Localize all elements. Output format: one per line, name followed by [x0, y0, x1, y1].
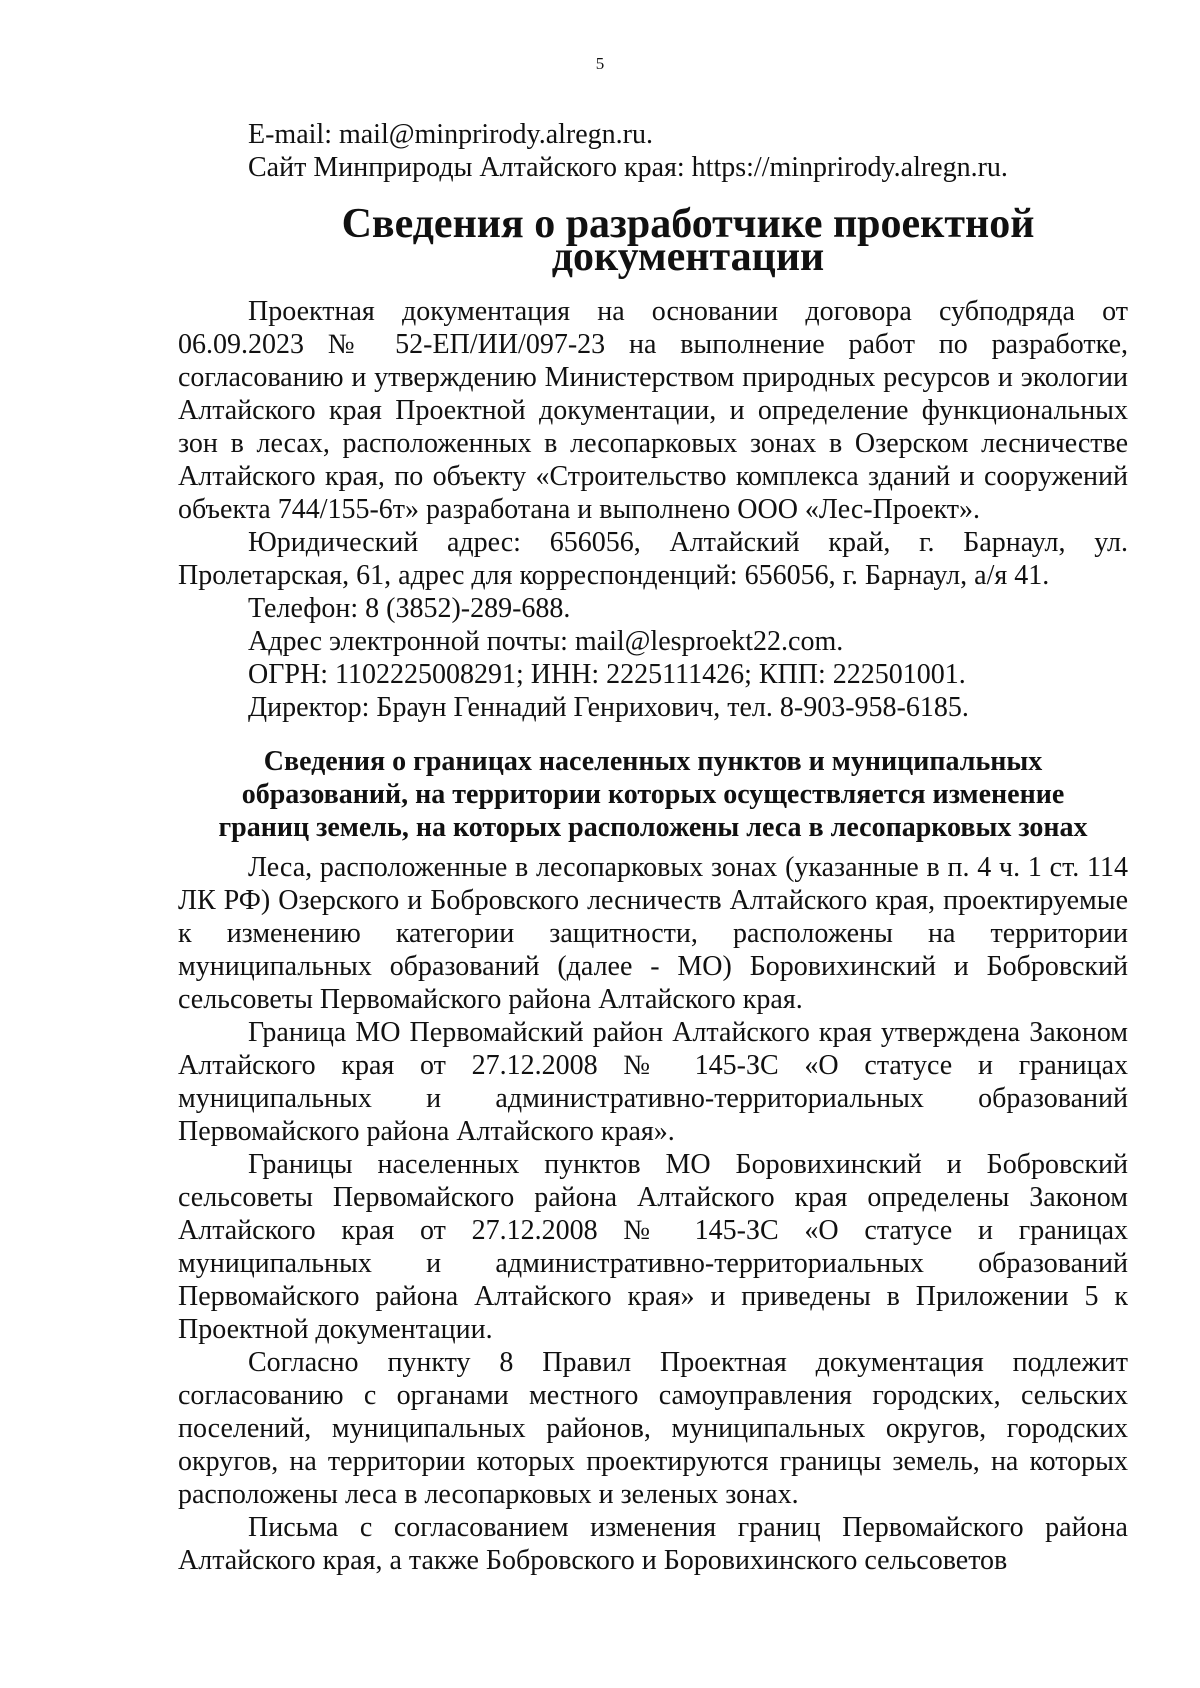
- borders-heading-line: Сведения о границах населенных пунктов и муниципальных: [263, 746, 1043, 777]
- developer-paragraph: Проектная документация на основании договора субподряда от 06.09.2023 № 52-ЕП/ИИ/097-23 на выполнение работ по разработке, согласованию и утверждению Министерством природных ресурсов и экологии Алтайского края Проектной документации, и определение функциональных зон в лесах, расположенных в лесопарковых зонах в Озерском лесничестве Алтайского края, по объекту «Строительство комплекса зданий и сооружений объекта 744/155-6т» разработана и выполнено ООО «Лес-Проект».: [178, 296, 1128, 525]
- borders-paragraph: Границы населенных пунктов МО Боровихинский и Бобровский сельсоветы Первомайского района Алтайского края определены Законом Алтайского края от 27.12.2008 № 145-ЗС «О статусе и границах муниципальных и административно-территориальных образований Первомайского района Алтайского края» и приведены в Приложении 5 к Проектной документации.: [178, 1149, 1128, 1345]
- developer-director: Директор: Браун Геннадий Генрихович, тел. 8-903-958-6185.: [248, 692, 969, 723]
- developer-phone: Телефон: 8 (3852)-289-688.: [248, 593, 571, 624]
- borders-paragraph: Согласно пункту 8 Правил Проектная документация подлежит согласованию с органами местного самоуправления городских, сельских поселений, муниципальных районов, муниципальных округов, городских округов, на территории которых проектируются границы земель, на которых расположены леса в лесопарковых и зеленых зонах.: [178, 1347, 1128, 1510]
- borders-paragraph: Письма с согласованием изменения границ Первомайского района Алтайского края, а также Бобровского и Боровихинского сельсоветов: [178, 1512, 1128, 1576]
- borders-heading-line: границ земель, на которых расположены леса в лесопарковых зонах: [218, 812, 1088, 843]
- developer-heading: Сведения о разработчике проектной документации: [341, 201, 1035, 280]
- ministry-email: E-mail: mail@minprirody.alregn.ru.: [248, 119, 653, 150]
- page-number: 5: [595, 54, 605, 73]
- borders-paragraph: Леса, расположенные в лесопарковых зонах (указанные в п. 4 ч. 1 ст. 114 ЛК РФ) Озерского и Бобровского лесничеств Алтайского края, проектируемые к изменению категории защитности, расположены на территории муниципальных образований (далее - МО) Боровихинский и Бобровский сельсоветы Первомайского района Алтайского края.: [178, 852, 1128, 1015]
- borders-heading: [178, 745, 1128, 844]
- developer-registration-ids: ОГРН: 1102225008291; ИНН: 2225111426; КПП: 222501001.: [248, 659, 966, 690]
- borders-heading-line: образований, на территории которых осуществляется изменение: [241, 779, 1065, 810]
- ministry-site: Сайт Минприроды Алтайского края: https://minprirody.alregn.ru.: [248, 152, 1008, 183]
- developer-email: Адрес электронной почты: mail@lesproekt22.com.: [248, 626, 844, 657]
- page-content: [178, 118, 1128, 1577]
- developer-address: Юридический адрес: 656056, Алтайский край, г. Барнаул, ул. Пролетарская, 61, адрес для корреспонденций: 656056, г. Барнаул, а/я 41.: [178, 527, 1128, 591]
- borders-paragraph: Граница МО Первомайский район Алтайского края утверждена Законом Алтайского края от 27.12.2008 № 145-ЗС «О статусе и границах муниципальных и административно-территориальных образований Первомайского района Алтайского края».: [178, 1017, 1128, 1147]
